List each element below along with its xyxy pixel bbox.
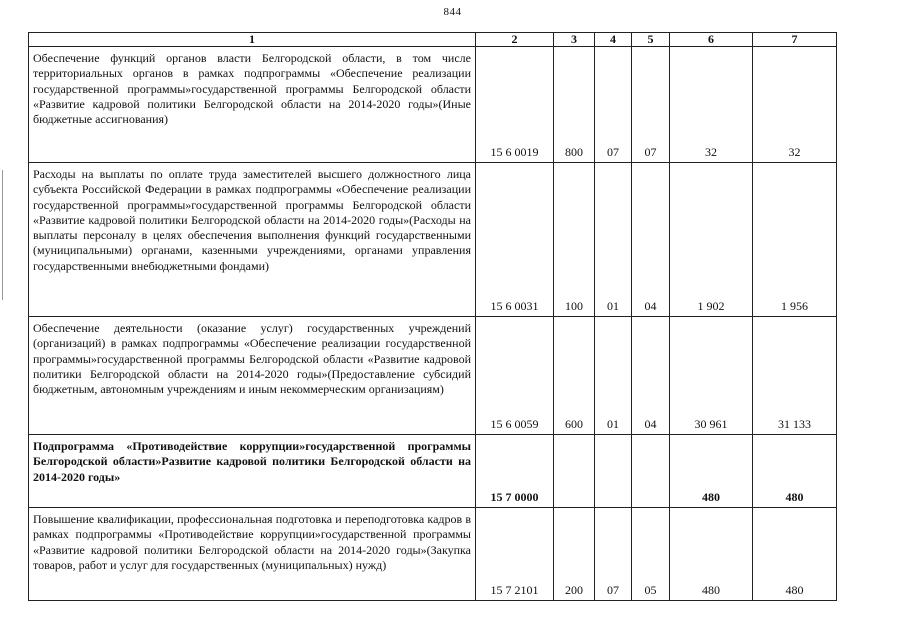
row-amount-2: 1 956: [753, 163, 837, 317]
row-expense-type: [554, 435, 595, 508]
row-expense-type: 800: [554, 47, 595, 163]
row-description: Расходы на выплаты по оплате труда заместителей высшего должностного лица субъекта Российской Федерации в рамках подпрограммы «Обеспечение реализации государственной программы»государственной программы Белгородской области «Развитие кадровой политики Белгородской области на 2014-2020 годы»(Расходы на выплаты персоналу в целях обеспечения выполнения функций государственными (муниципальными) органами, казенными учреждениями, органами управления государственными внебюджетными фондами): [29, 163, 476, 317]
row-amount-2: 31 133: [753, 317, 837, 435]
row-section: 07: [595, 47, 632, 163]
table-row: [29, 508, 837, 601]
row-subsection: 04: [632, 317, 670, 435]
row-expense-type: 100: [554, 163, 595, 317]
row-description: Повышение квалификации, профессиональная подготовка и переподготовка кадров в рамках подпрограммы «Противодействие коррупции»государственной программы «Развитие кадровой политики Белгородской области на 2014-2020 годы»(Закупка товаров, работ и услуг для государственных (муниципальных) нужд): [29, 508, 476, 601]
row-target-code: 15 6 0019: [476, 47, 554, 163]
table-row: [29, 317, 837, 435]
row-subsection: 05: [632, 508, 670, 601]
row-target-code: 15 6 0059: [476, 317, 554, 435]
row-amount-2: 32: [753, 47, 837, 163]
row-target-code: 15 7 2101: [476, 508, 554, 601]
table-row: [29, 163, 837, 317]
row-amount-1: 1 902: [670, 163, 753, 317]
row-expense-type: 200: [554, 508, 595, 601]
row-amount-2: 480: [753, 508, 837, 601]
row-section: 07: [595, 508, 632, 601]
row-amount-2: 480: [753, 435, 837, 508]
scan-margin-line: [2, 170, 3, 300]
row-description: Подпрограмма «Противодействие коррупции»государственной программы Белгородской области»Развитие кадровой политики Белгородской области на 2014-2020 годы»: [29, 435, 476, 508]
table-row: [29, 47, 837, 163]
row-amount-1: 480: [670, 435, 753, 508]
row-description: Обеспечение деятельности (оказание услуг) государственных учреждений (организаций) в рамках подпрограммы «Обеспечение реализации государственной программы»государственной программы Белгородской области «Развитие кадровой политики Белгородской области на 2014-2020 годы»(Предоставление субсидий бюджетным, автономным учреждениям и иным некоммерческим организациям): [29, 317, 476, 435]
row-subsection: 04: [632, 163, 670, 317]
row-amount-1: 480: [670, 508, 753, 601]
row-subsection: [632, 435, 670, 508]
row-section: 01: [595, 317, 632, 435]
row-target-code: 15 7 0000: [476, 435, 554, 508]
page-number: 844: [443, 6, 462, 18]
budget-table: [28, 32, 837, 601]
row-subsection: 07: [632, 47, 670, 163]
row-section: [595, 435, 632, 508]
header-row: [29, 33, 837, 47]
column-header-3: 3: [554, 33, 595, 47]
column-header-7: 7: [753, 33, 837, 47]
column-header-6: 6: [670, 33, 753, 47]
table-row-subprogram: [29, 435, 837, 508]
column-header-1: 1: [29, 33, 476, 47]
row-target-code: 15 6 0031: [476, 163, 554, 317]
row-section: 01: [595, 163, 632, 317]
row-amount-1: 32: [670, 47, 753, 163]
row-description: Обеспечение функций органов власти Белгородской области, в том числе территориальных органов в рамках подпрограммы «Обеспечение реализации государственной программы»государственной программы Белгородской области «Развитие кадровой политики Белгородской области на 2014-2020 годы»(Иные бюджетные ассигнования): [29, 47, 476, 163]
column-header-4: 4: [595, 33, 632, 47]
column-header-5: 5: [632, 33, 670, 47]
row-expense-type: 600: [554, 317, 595, 435]
column-header-2: 2: [476, 33, 554, 47]
row-amount-1: 30 961: [670, 317, 753, 435]
